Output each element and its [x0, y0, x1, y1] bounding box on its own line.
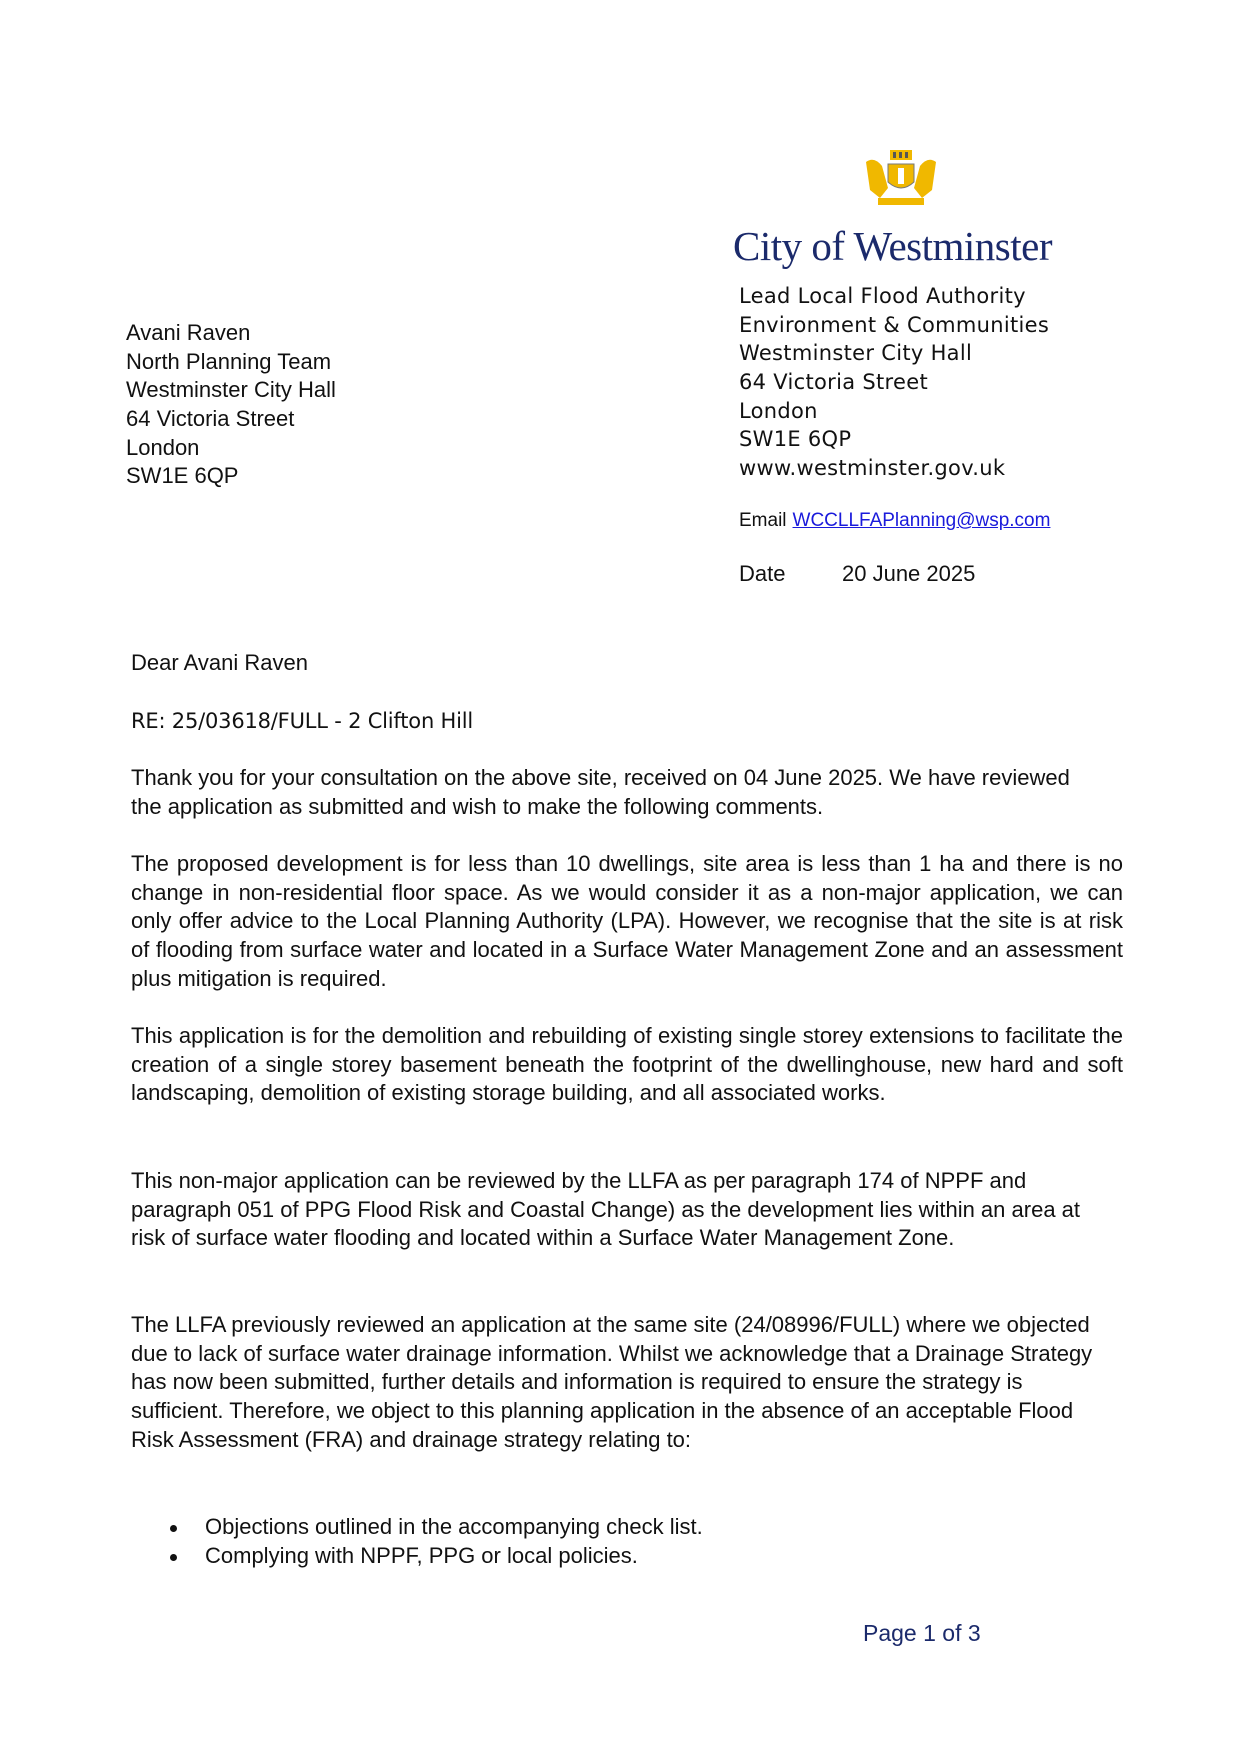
- coat-of-arms-logo: [860, 148, 942, 210]
- sender-line: Lead Local Flood Authority: [739, 284, 1026, 308]
- sender-address: [739, 282, 1049, 483]
- date-label: Date: [739, 561, 786, 586]
- paragraph: The LLFA previously reviewed an application at the same site (24/08996/FULL) where we objected due to lack of surface water drainage information. Whilst we acknowledge that a Drainage Strategy has now been submitted, further details and information is required to ensure the strategy is sufficient. Therefore, we object to this planning application in the absence of an acceptable Flood Risk Assessment (FRA) and drainage strategy relating to:: [131, 1312, 1093, 1452]
- email-row: [739, 510, 1050, 532]
- sender-line: Environment & Communities: [739, 312, 1050, 337]
- page-number: Page 1 of 3: [863, 1620, 981, 1646]
- recipient-line: SW1E 6QP: [126, 463, 239, 489]
- recipient-line: 64 Victoria Street: [126, 406, 295, 432]
- sender-line: London: [739, 398, 818, 423]
- salutation: Dear Avani Raven: [131, 650, 308, 675]
- sender-website: www.westminster.gov.uk: [739, 456, 1006, 481]
- recipient-line: Avani Raven: [126, 320, 251, 345]
- date-value: 20 June 2025: [842, 561, 976, 586]
- paragraph: The proposed development is for less than 10 dwellings, site area is less than 1 ha and there is no change in non-residential floor space. As we would consider it as a non-major application, we can only offer advice to the Local Planning Authority (LPA). However, we recognise that the site is at risk of flooding from surface water and located in a Surface Water Management Zone and an assessment plus mitigation is required.: [131, 851, 1123, 991]
- email-link[interactable]: WCCLLFAPlanning@wsp.com: [792, 510, 1051, 531]
- paragraph: Thank you for your consultation on the above site, received on 04 June 2025. We have reviewed the application as submitted and wish to make the following comments.: [131, 765, 1070, 819]
- sender-line: SW1E 6QP: [739, 427, 852, 452]
- email-label: Email: [739, 510, 787, 531]
- sender-line: 64 Victoria Street: [739, 370, 928, 395]
- organisation-name-logo: City of Westminster: [733, 223, 1052, 269]
- sender-line: Westminster City Hall: [739, 341, 973, 366]
- recipient-line: North Planning Team: [126, 348, 332, 374]
- paragraph: This application is for the demolition and rebuilding of existing single storey extensions to facilitate the creation of a single storey basement beneath the footprint of the dwellinghouse, new hard and soft landscaping, demolition of existing storage building, and all associated works.: [131, 1023, 1123, 1106]
- recipient-line: London: [126, 434, 200, 460]
- date-row: [739, 561, 976, 587]
- paragraph: This non-major application can be reviewed by the LLFA as per paragraph 174 of NPPF and paragraph 051 of PPG Flood Risk and Coastal Change) as the development lies within an area at risk of surface water flooding and located within a Surface Water Management Zone.: [131, 1168, 1081, 1251]
- recipient-line: Westminster City Hall: [126, 377, 336, 403]
- list-item: Objections outlined in the accompanying check list.: [131, 1513, 703, 1542]
- subject-line: RE: 25/03618/FULL - 2 Clifton Hill: [131, 709, 474, 733]
- list-item: Complying with NPPF, PPG or local policies.: [131, 1542, 703, 1571]
- objection-list: [131, 1513, 703, 1570]
- recipient-address: [126, 319, 336, 491]
